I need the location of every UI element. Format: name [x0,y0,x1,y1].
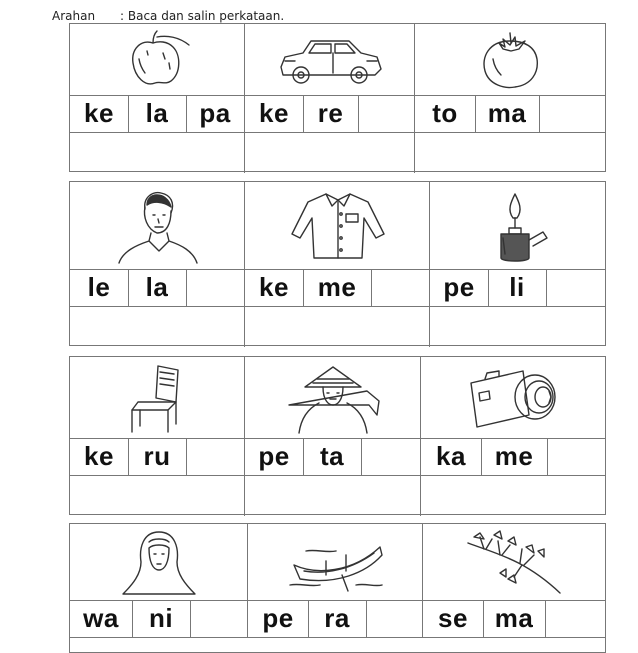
syllable-box: ke [84,98,114,128]
instruction-label: Arahan [52,9,96,23]
syllable-box [190,600,247,637]
syllable-box [539,95,605,132]
syllable-row [70,438,605,476]
syllable-box [546,269,605,306]
picture-row [70,182,605,270]
car-icon [245,24,415,95]
syllable-box: me [494,441,534,471]
syllable-box: pe [258,441,290,471]
man-icon [70,182,245,269]
syllable-box: le [87,272,111,302]
picture-row [70,24,605,96]
apple-icon [70,24,245,95]
picture-row [70,524,605,601]
syllable-row [70,269,605,307]
syllable-row [70,600,605,638]
syllable-box: ra [324,603,350,633]
syllable-box: ke [259,98,289,128]
syllable-box: pa [199,98,231,128]
writing-row [70,475,605,516]
shirt-icon [245,182,430,269]
syllable-box [371,269,429,306]
syllable-box: pe [262,603,294,633]
worksheet-block-2 [69,181,606,346]
syllable-box: se [438,603,468,633]
syllable-box: ta [319,441,345,471]
syllable-box: ke [84,441,114,471]
divider [414,24,415,95]
camera-icon [421,357,605,438]
woman-icon [70,524,248,600]
syllable-box: la [145,98,169,128]
syllable-box: me [317,272,357,302]
syllable-box [545,600,605,637]
writing-row [70,306,605,347]
syllable-box [186,269,244,306]
worksheet-block-4 [69,523,606,653]
syllable-box [366,600,422,637]
instruction-text: : Baca dan salin perkataan. [120,9,285,23]
syllable-box: ni [148,603,174,633]
syllable-box: pe [443,272,475,302]
writing-row [70,132,605,173]
syllable-box [358,95,414,132]
worksheet-block-1 [69,23,606,172]
syllable-row [70,95,605,133]
boat-icon [248,524,423,600]
divider [244,24,245,95]
syllable-box: ma [494,603,534,633]
syllable-box: wa [83,603,119,633]
worksheet-block-3 [69,356,606,515]
lamp-icon [430,182,605,269]
syllable-box: ka [436,441,466,471]
chair-icon [70,357,245,438]
syllable-box: li [509,272,525,302]
syllable-box [547,438,605,475]
syllable-box [186,438,244,475]
picture-row [70,357,605,439]
syllable-box: la [145,272,169,302]
syllable-box [361,438,420,475]
syllable-box: ma [487,98,527,128]
syllable-box: ke [259,272,289,302]
instruction [52,9,284,23]
syllable-box: to [432,98,458,128]
syllable-box: ru [143,441,171,471]
farmer-icon [245,357,421,438]
tomato-icon [415,24,605,95]
plant-icon [423,524,605,600]
syllable-box: re [317,98,344,128]
